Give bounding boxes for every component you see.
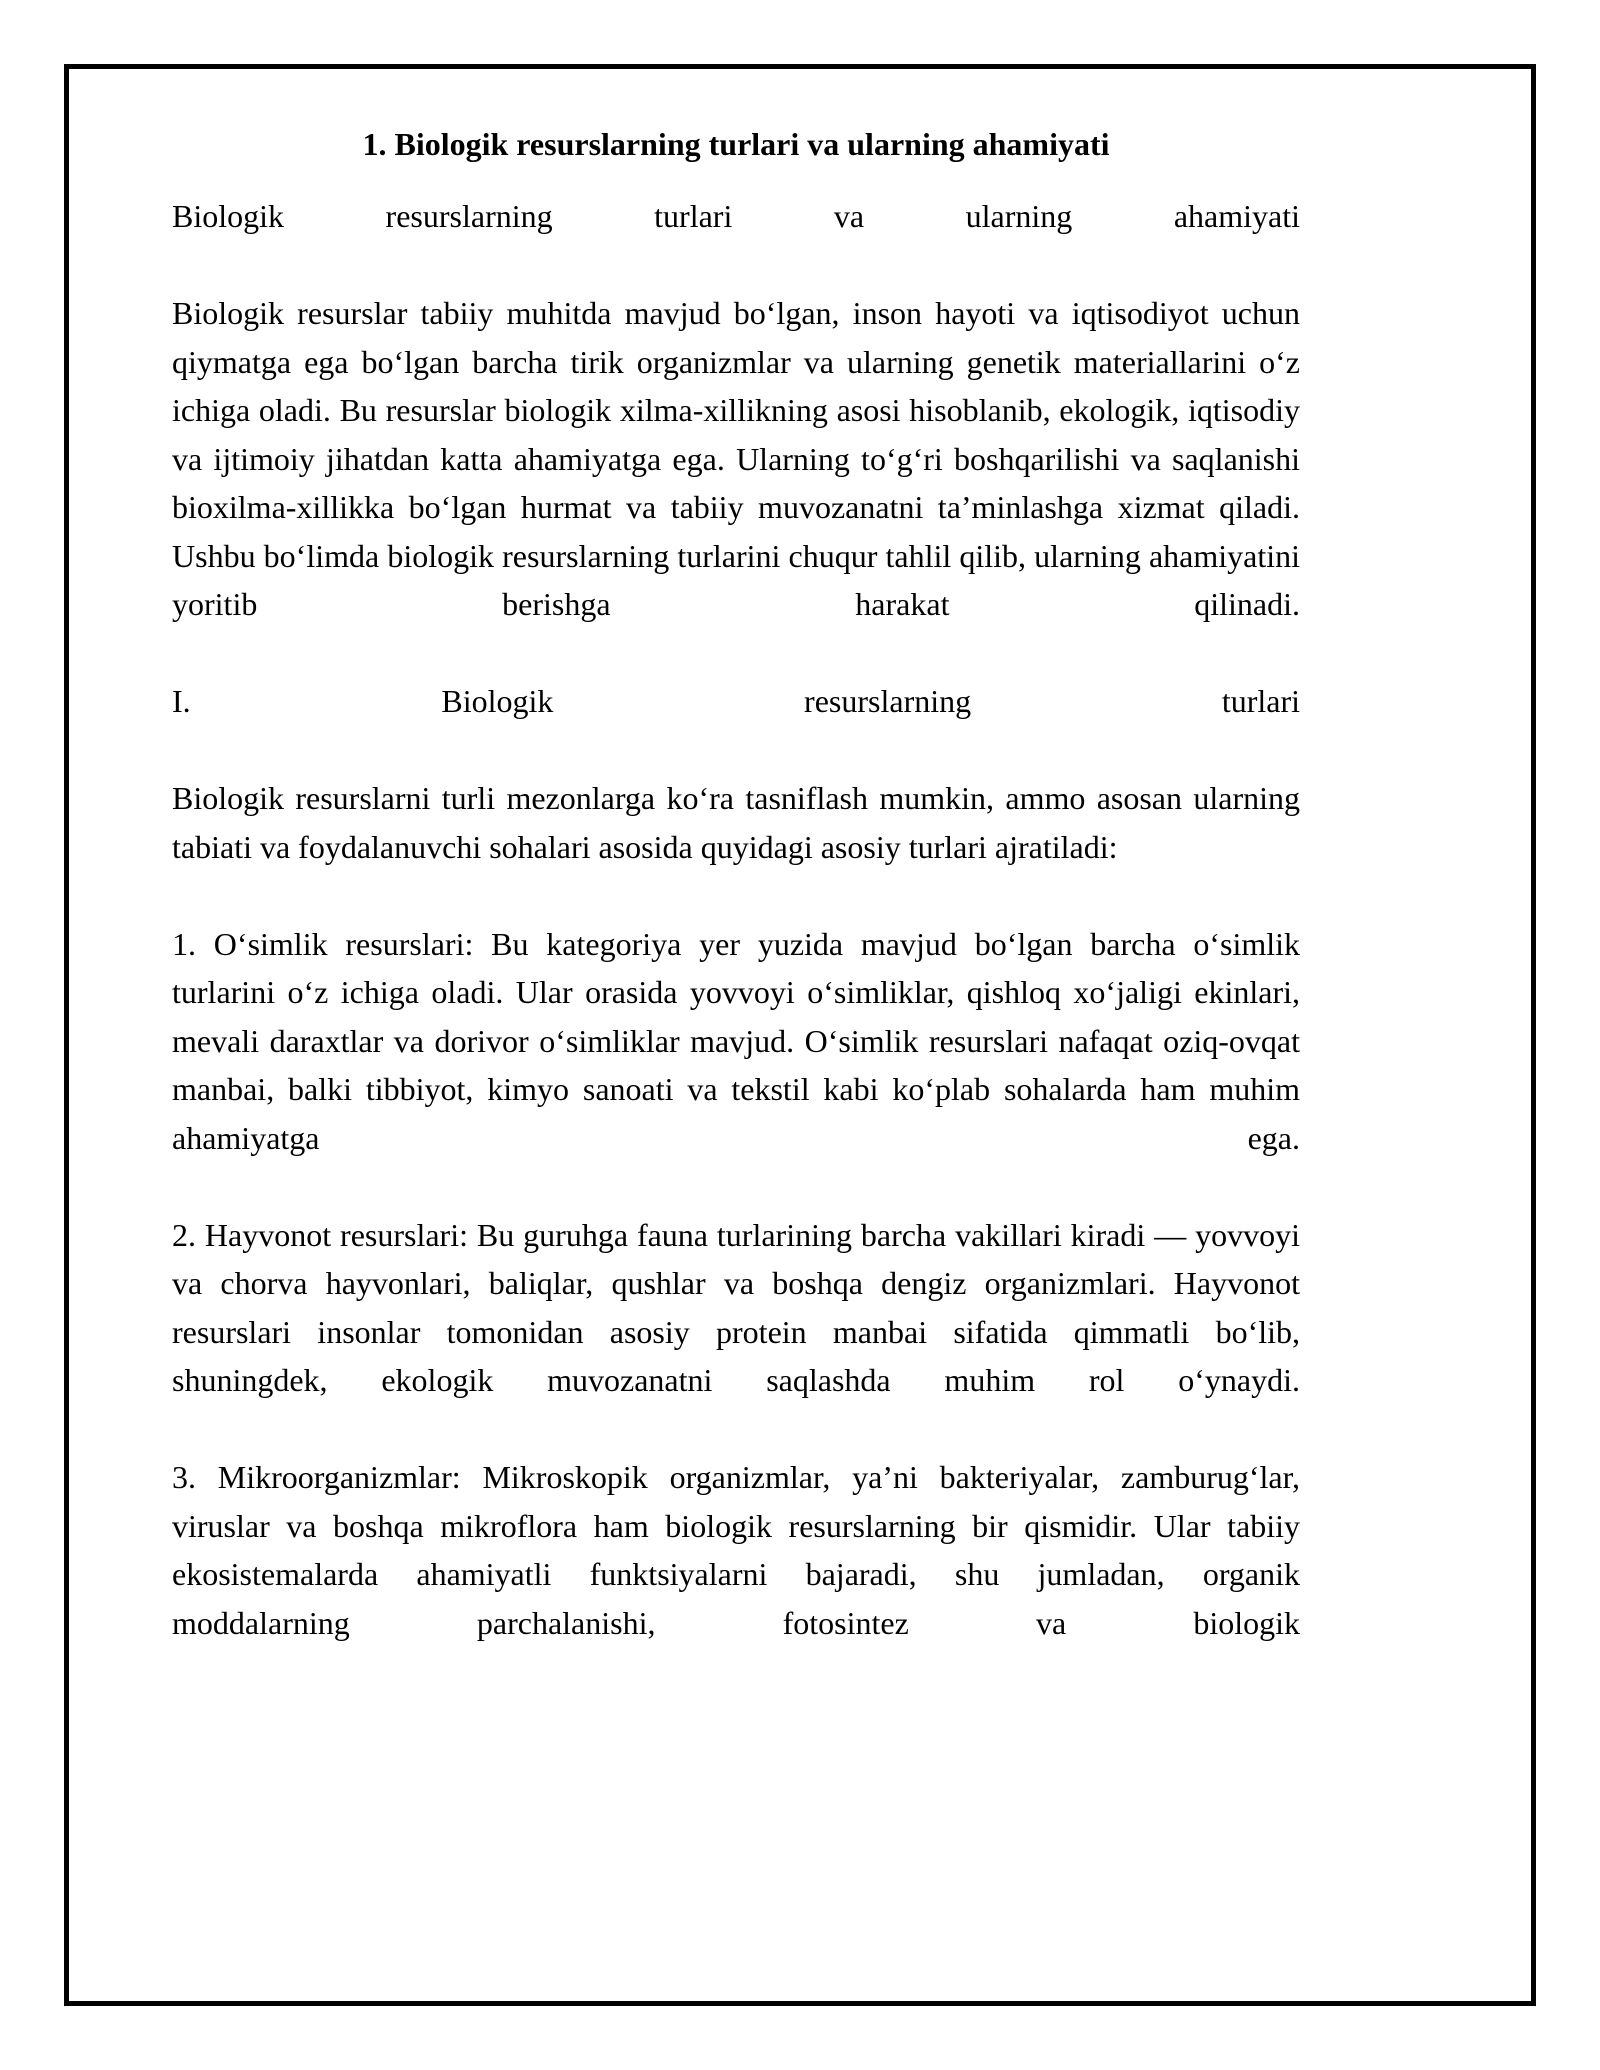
paragraph-animal-resources: 2. Hayvonot resurslari: Bu guruhga fauna turlarining barcha vakillari kiradi — yovvoyi va chorva hayvonlari, baliqlar, qushlar va boshqa dengiz organizmlari. Hayvonot resurslari insonlar tomonidan asosiy protein manbai sifatida qimmatli bo‘lib, shuningdek, ekologik muvozanatni saqlashda muhim rol o‘ynaydi. bbox=[172, 1216, 1300, 1398]
paragraph-classification: Biologik resurslarni turli mezonlarga ko‘ra tasniflash mumkin, ammo asosan ularning tabiati va foydalanuvchi sohalari asosida quyidagi asosiy turlari ajratiladi: bbox=[172, 780, 1300, 865]
section-heading: 1. Biologik resurslarning turlari va ularning ahamiyati bbox=[362, 126, 1110, 162]
paragraph-subtitle: Biologik resurslarning turlari va ularning ahamiyati bbox=[172, 198, 1300, 234]
paragraph-microorganisms: 3. Mikroorganizmlar: Mikroskopik organizmlar, ya’ni bakteriyalar, zamburug‘lar, viruslar va boshqa mikroflora ham biologik resurslarning bir qismidir. Ular tabiiy ekosistemalarda ahamiyatli funktsiyalarni bajaradi, shu jumladan, organik moddalarning parchalanishi, fotosintez va biologik bbox=[172, 1459, 1300, 1641]
paragraph-section-title: I. Biologik resurslarning turlari bbox=[172, 683, 1300, 719]
paragraph-plant-resources: 1. O‘simlik resurslari: Bu kategoriya yer yuzida mavjud bo‘lgan barcha o‘simlik turlarini o‘z ichiga oladi. Ular orasida yovvoyi o‘simliklar, qishloq xo‘jaligi ekinlari, mevali daraxtlar va dorivor o‘simliklar mavjud. O‘simlik resurslari nafaqat oziq-ovqat manbai, balki tibbiyot, kimyo sanoati va tekstil kabi ko‘plab sohalarda ham muhim ahamiyatga ega. bbox=[172, 925, 1300, 1156]
paragraph-intro: Biologik resurslar tabiiy muhitda mavjud bo‘lgan, inson hayoti va iqtisodiyot uchun qiymatga ega bo‘lgan barcha tirik organizmlar va ularning genetik materiallarini o‘z ichiga oladi. Bu resurslar biologik xilma-xillikning asosi hisoblanib, ekologik, iqtisodiy va ijtimoiy jihatdan katta ahamiyatga ega. Ularning to‘g‘ri boshqarilishi va saqlanishi bioxilma-xillikka bo‘lgan hurmat va tabiiy muvozanatni ta’minlashga xizmat qiladi. Ushbu bo‘limda biologik resurslarning turlarini chuqur tahlil qilib, ularning ahamiyatini yoritib berishga harakat qilinadi. bbox=[172, 295, 1300, 622]
document-body bbox=[172, 120, 1300, 1696]
